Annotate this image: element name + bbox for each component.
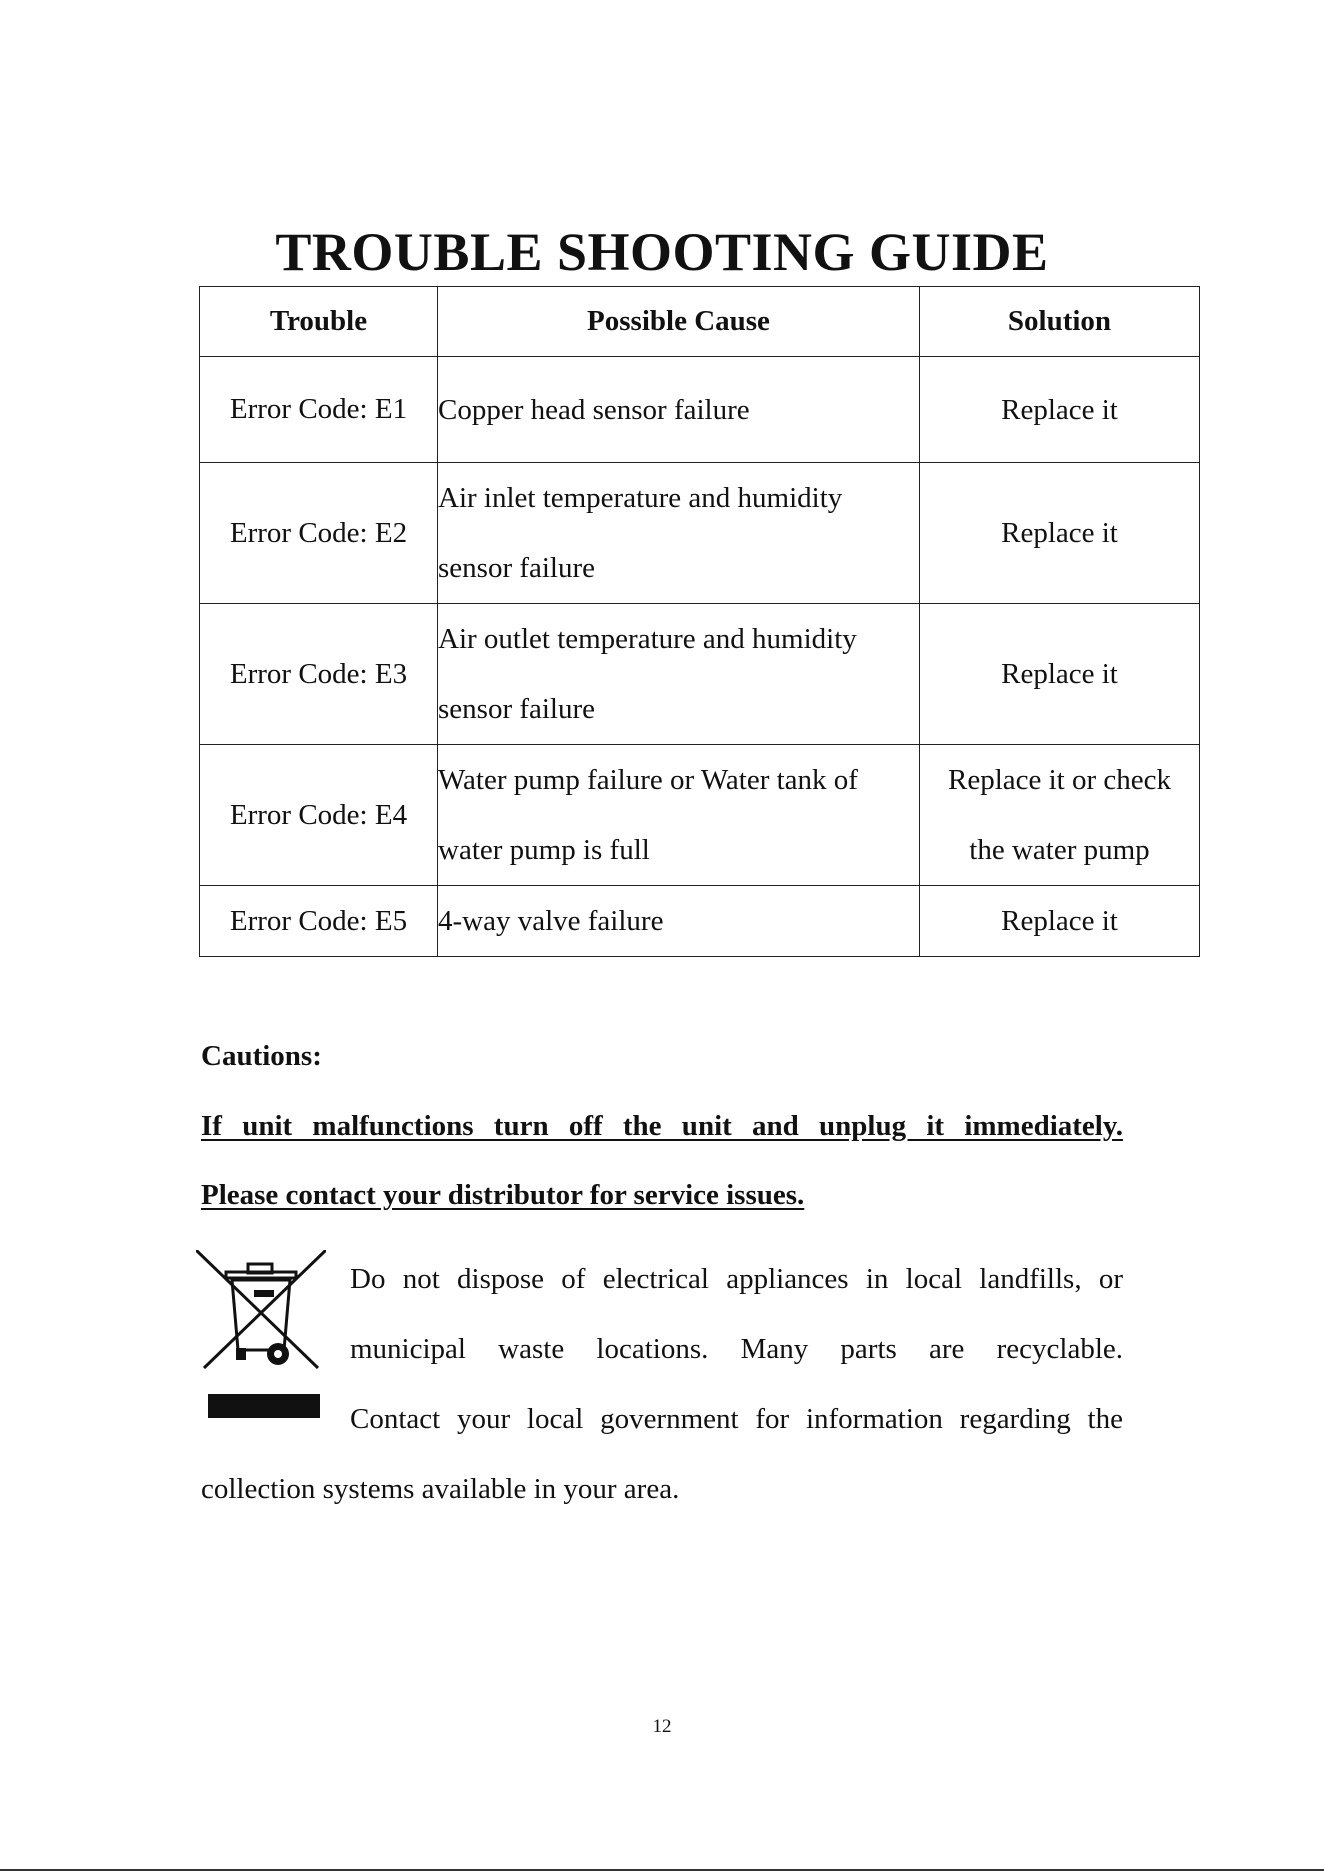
disposal-line: collection systems available in your area. [201,1473,680,1505]
page-number: 12 [652,1716,672,1737]
caution-unplug-line: If unit malfunctions turn off the unit and unplug it immediately. [201,1110,1123,1142]
trouble-cell: Error Code: E5 [200,886,438,957]
solution-line: Replace it [1001,905,1118,937]
trouble-cell: Error Code: E4 [200,745,438,886]
bottom-rule [0,1869,1324,1871]
disposal-line: municipal waste locations. Many parts are recyclable. [350,1333,1123,1365]
cause-line: water pump is full [438,834,650,866]
solution-line: Replace it [1001,393,1118,426]
disposal-paragraph [201,1244,1123,1524]
cause-line: sensor failure [438,693,596,725]
cause-cell [438,604,920,745]
trouble-cell: Error Code: E2 [200,463,438,604]
cause-cell [438,886,920,957]
cause-line: sensor failure [438,552,596,584]
table-row [200,604,1200,745]
trouble-cell: Error Code: E1 [200,357,438,463]
cause-cell [438,463,920,604]
cause-line: Air inlet temperature and humidity [438,482,843,514]
disposal-line: Do not dispose of electrical appliances in local landfills, or [350,1263,1123,1295]
table-row [200,357,1200,463]
solution-line: the water pump [969,834,1150,866]
troubleshooting-table [199,286,1200,957]
cause-line: Copper head sensor failure [438,393,750,426]
solution-line: Replace it [1001,517,1118,549]
cause-cell [438,745,920,886]
table-row [200,463,1200,604]
column-header-solution: Solution [920,287,1200,357]
table-row [200,886,1200,957]
cause-line: 4-way valve failure [438,905,664,937]
solution-cell [920,604,1200,745]
table-header-row [200,287,1200,357]
cause-line: Air outlet temperature and humidity [438,623,857,655]
page-title: TROUBLE SHOOTING GUIDE [275,222,1049,282]
cause-line: Water pump failure or Water tank of [438,764,858,796]
solution-cell [920,886,1200,957]
solution-line: Replace it or check [947,764,1172,796]
solution-cell [920,745,1200,886]
disposal-line: Contact your local government for information regarding the [350,1403,1123,1435]
cautions-heading: Cautions: [201,1040,322,1072]
table-row [200,745,1200,886]
caution-contact-line: Please contact your distributor for service issues. [201,1179,805,1211]
solution-cell [920,357,1200,463]
solution-cell [920,463,1200,604]
cause-cell [438,357,920,463]
column-header-trouble: Trouble [200,287,438,357]
trouble-cell: Error Code: E3 [200,604,438,745]
solution-line: Replace it [1001,658,1118,690]
column-header-possible-cause: Possible Cause [438,287,920,357]
